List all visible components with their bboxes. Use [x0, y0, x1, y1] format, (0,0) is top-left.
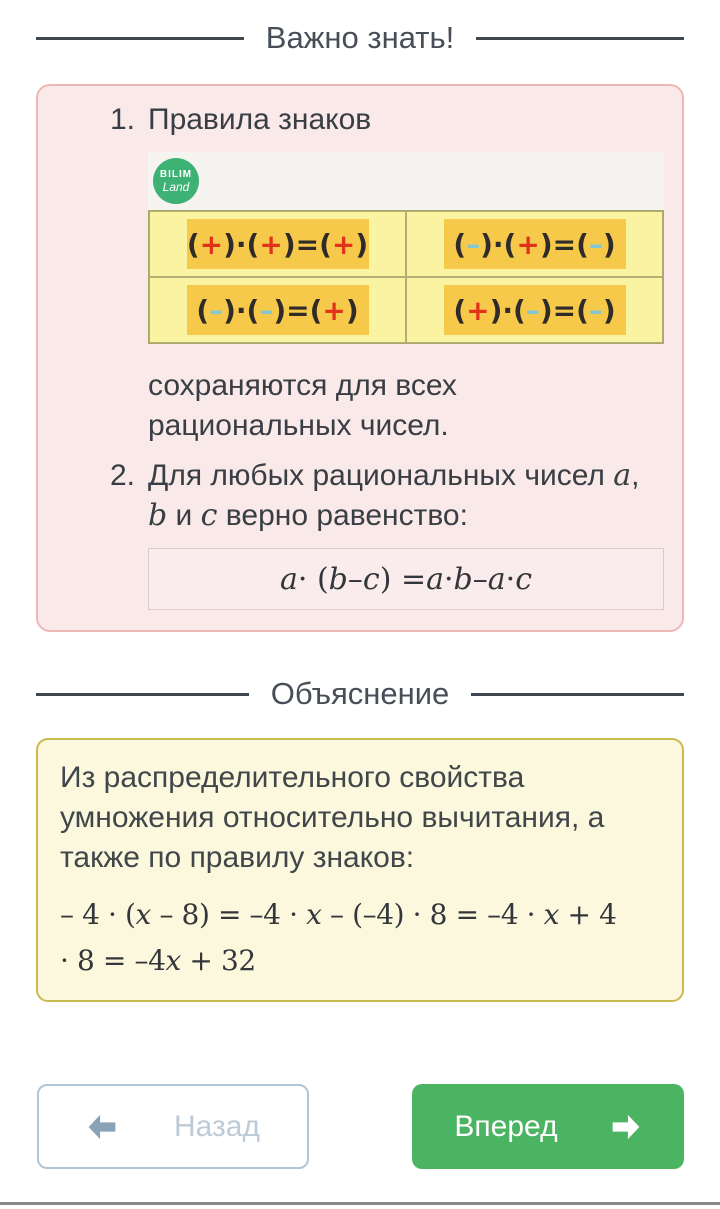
- expression-line: – 4 · (x – 8) = –4 · x – (–4) · 8 = –4 · x + 4: [60, 898, 617, 931]
- continuation-line: сохраняются для всех: [148, 369, 457, 402]
- expression-line: · 8 = –4x + 32: [60, 944, 256, 977]
- logo-text-bottom: Land: [162, 179, 190, 194]
- sign-rule-minus-minus: ( – )·( – )=( + ): [187, 285, 369, 335]
- sign-rule-cell: [406, 211, 663, 277]
- continuation-line: рациональных чисел.: [148, 409, 449, 442]
- worked-example-expression: [60, 892, 660, 984]
- section-important-heading: [36, 20, 684, 56]
- distributive-identity-formula: a · ( b – c ) = a · b – a · c: [148, 548, 664, 610]
- section-explanation-title: Объяснение: [270, 676, 450, 711]
- list-item-2-content: [148, 456, 662, 610]
- section-explanation-heading: [36, 676, 684, 712]
- explanation-intro-text: [60, 758, 660, 878]
- list-item-1: [38, 100, 662, 446]
- sign-rule-cell: [149, 211, 406, 277]
- arrow-left-icon: [86, 1113, 118, 1141]
- image-header-strip: [148, 152, 664, 210]
- list-number-1: 1.: [110, 103, 136, 136]
- arrow-right-icon: [610, 1113, 642, 1141]
- section-important-title: Важно знать!: [265, 20, 455, 55]
- list-item-2: [38, 456, 662, 610]
- sign-rule-cell: [149, 277, 406, 343]
- intro-line: умножения относительно вычитания, а: [60, 801, 605, 834]
- list-item-1-content: [148, 100, 662, 446]
- rule-continuation-text: [148, 366, 662, 446]
- heading-rule-left: [36, 693, 249, 696]
- sign-rules-label: Правила знаков: [148, 103, 372, 136]
- sign-rule-plus-plus: ( + )·( + )=( + ): [187, 219, 369, 269]
- logo-text-top: BILIM: [159, 168, 193, 180]
- statement-line: b и c верно равенство:: [148, 498, 468, 533]
- back-button-label: Назад: [174, 1109, 260, 1143]
- important-box: [36, 84, 684, 632]
- back-button[interactable]: [37, 1084, 309, 1169]
- intro-line: Из распределительного свойства: [60, 761, 525, 794]
- bilimland-logo-icon: [153, 158, 199, 204]
- forward-button-label: Вперед: [454, 1109, 558, 1143]
- navigation-buttons: [37, 1084, 684, 1169]
- forward-button[interactable]: [412, 1084, 684, 1169]
- sign-rule-cell: [406, 277, 663, 343]
- sign-rule-minus-plus: ( – )·( + )=( – ): [444, 219, 626, 269]
- sign-rule-plus-minus: ( + )·( – )=( – ): [444, 285, 626, 335]
- explanation-box: [36, 738, 684, 1002]
- rational-numbers-statement: [148, 456, 662, 536]
- intro-line: также по правилу знаков:: [60, 841, 415, 874]
- sign-rules-table: [148, 210, 664, 344]
- heading-rule-left: [36, 37, 244, 40]
- heading-rule-right: [476, 37, 684, 40]
- statement-line: Для любых рациональных чисел a,: [148, 458, 640, 493]
- heading-rule-right: [471, 693, 684, 696]
- list-number-2: 2.: [110, 459, 136, 492]
- sign-rules-image: [148, 152, 664, 344]
- bottom-divider: [0, 1202, 720, 1205]
